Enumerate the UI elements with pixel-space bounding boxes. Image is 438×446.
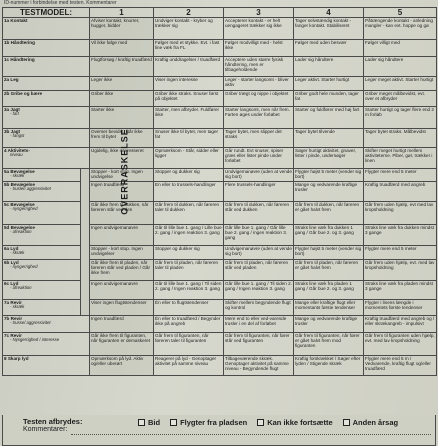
test-name-1c: 1c Håndtering: [3, 57, 90, 77]
header-testmodel: TESTMODEL:: [3, 8, 90, 18]
table-row: [3, 107, 437, 129]
score-cell-1c-4[interactable]: Lader sig håndtere: [294, 57, 364, 77]
score-cell-5a-2[interactable]: Stopper og dukker sig: [154, 169, 224, 182]
header-score-5: 5: [364, 8, 437, 18]
header-score-1: 1: [90, 8, 154, 18]
score-cell-3b-5[interactable]: Tager bytet straks. Målbevidst: [364, 129, 437, 148]
score-cell-3b-4[interactable]: Tager bytet tilvende: [294, 129, 364, 148]
score-cell-3a-4[interactable]: Starter og fuldfører med høj fart: [294, 107, 364, 129]
test-name-4: 4 Aktivitets- niveau: [3, 148, 90, 169]
score-cell-1c-1[interactable]: Flugtforsøg / kraftig truadfærd: [90, 57, 154, 77]
score-cell-6c-2[interactable]: Går til lille bue 1. gang / Til siden 2. gang / Ingen reaktion 3. gang: [154, 281, 224, 300]
header-score-3: 3: [224, 8, 294, 18]
score-cell-6b-4[interactable]: Går frem til pladen, når føreren er gået halvt frem: [294, 260, 364, 281]
score-cell-5b-5[interactable]: Kraftig truadfærd med angreb: [364, 182, 437, 202]
score-cell-5b-2[interactable]: En eller to trussels-handlinger: [154, 182, 224, 202]
score-cell-5c-3[interactable]: Går frem til dukken, når føreren står ved dukken: [224, 202, 294, 225]
score-cell-8-3[interactable]: Tilbageværende skræk. Genoptager aktivitet på samme niveau - Begyndende flugt: [224, 356, 294, 376]
score-cell-7a-3[interactable]: Skifter mellem begyndende flugt og kontrol: [224, 300, 294, 316]
score-cell-2a-1[interactable]: Leger ikke: [90, 77, 154, 91]
score-cell-1b-2[interactable]: Følger med et stykke. Evt. i fast line væk fra FL: [154, 40, 224, 57]
table-row: [3, 182, 437, 202]
score-cell-5c-1[interactable]: Går ikke frem til dukken, når føreren står ved den: [90, 202, 154, 225]
test-name-6c: 6c Lyd - afreaktion: [3, 281, 81, 300]
checkbox-icon[interactable]: [343, 419, 350, 426]
score-cell-2b-2[interactable]: Griber ikke straks. Snuser først på objektet: [154, 91, 224, 107]
score-cell-1b-5[interactable]: Følger villigt med: [364, 40, 437, 57]
table-row: [3, 225, 437, 246]
score-cell-1a-4[interactable]: Tager selvstændig kontakt - fanger kontakt. Stabiliseret: [294, 18, 364, 40]
abort-options: [138, 418, 398, 427]
score-cell-1c-5[interactable]: Lader sig håndtere: [364, 57, 437, 77]
score-cell-8-4[interactable]: Kraftig forskrækket / Søger efter lyden / Stigende skræk: [294, 356, 364, 376]
score-cell-6c-3[interactable]: Går lille bue 1. gang / Til siden 2. gang / Ingen reaktion 3. gang: [224, 281, 294, 300]
score-cell-7a-5[interactable]: Flygter i linens længde i momentets første tendenser: [364, 300, 437, 316]
score-cell-4-1[interactable]: Ugidelig, ikke interesseret: [90, 148, 154, 169]
table-row: [3, 281, 437, 300]
abort-option-other[interactable]: Anden årsag: [343, 418, 398, 427]
score-cell-3a-1[interactable]: Starter ikke: [90, 107, 154, 129]
score-cell-4-5[interactable]: Skifter meget hurtigt mellem aktiviteterne. Piber, gør, trækker i linen: [364, 148, 437, 169]
header-score-2: 2: [154, 8, 224, 18]
table-body: [3, 18, 437, 376]
score-cell-6c-1[interactable]: Ingen undvigemanøvre: [90, 281, 154, 300]
table-row: [3, 260, 437, 281]
score-cell-8-5[interactable]: Flygter mere end 5 m / Vedvarende, kraftig flugt og/eller truadfærd: [364, 356, 437, 376]
score-cell-7b-4[interactable]: Mange og vedvarende kraftige trusler: [294, 316, 364, 333]
score-cell-6a-4[interactable]: Flygter højst 5 meter (vender sig bort): [294, 246, 364, 260]
score-cell-6b-5[interactable]: Går frem uden hjælp, evt. med lav kropsholdning: [364, 260, 437, 281]
test-name-1b: 1b Håndtering: [3, 40, 90, 57]
score-cell-1c-2[interactable]: Kraftig unddragelser / truadfærd: [154, 57, 224, 77]
score-cell-5a-3[interactable]: Undvigemanøvre (uden at vende sig bort): [224, 169, 294, 182]
table-row: [3, 40, 437, 57]
score-cell-6a-1[interactable]: Stopper - kort stop. Ingen undvigelser: [90, 246, 154, 260]
score-cell-5b-3[interactable]: Flere trussels-handlinger: [224, 182, 294, 202]
abort-option-bid[interactable]: Bid: [138, 418, 160, 427]
score-cell-2a-5[interactable]: Leger meget aktivt. Starter hurtigt: [364, 77, 437, 91]
score-cell-5c-5[interactable]: Går frem uden hjælp, evt med lav kropsholdning: [364, 202, 437, 225]
test-name-3a: 3a Jagt - fart: [3, 107, 90, 129]
score-cell-4-3[interactable]: Går rundt. Evt snuser, spiser græs eller lister pinde under forløbet: [224, 148, 294, 169]
table-row: [3, 316, 437, 333]
score-cell-5d-4[interactable]: Straks line væk fra dukken 1 gang / Går bue 2. og 3. gang: [294, 225, 364, 246]
score-cell-1b-4[interactable]: Følger med uden besvær: [294, 40, 364, 57]
table-row: [3, 18, 437, 40]
score-cell-1b-1[interactable]: Vil ikke følge med: [90, 40, 154, 57]
table-row: [3, 77, 437, 91]
score-cell-2b-3[interactable]: Griber trægt og nippe i objektet: [224, 91, 294, 107]
test-name-5d: 5d Bevægelse - afreaktion: [3, 225, 81, 246]
score-cell-5c-4[interactable]: Går frem til dukken, når føreren er gået halvt frem: [294, 202, 364, 225]
score-cell-5b-1[interactable]: Ingen truadfærd: [90, 182, 154, 202]
table-row: [3, 333, 437, 356]
checkbox-icon[interactable]: [138, 419, 145, 426]
test-name-3b: 3b Jagt - fangst: [3, 129, 90, 148]
score-cell-7a-2[interactable]: Én eller to flugtstendenser: [154, 300, 224, 316]
score-cell-3a-2[interactable]: Starter, men afbryder. Fuldfører ikke: [154, 107, 224, 129]
table-header-row: [3, 8, 437, 18]
score-cell-1a-2[interactable]: Undviger kontakt - kryber og trækker sig: [154, 18, 224, 40]
abort-title: Testen afbrydes:: [23, 417, 83, 426]
score-cell-2b-1[interactable]: Griber ikke: [90, 91, 154, 107]
score-cell-6b-2[interactable]: Går frem til pladen, når føreren taler til pladen: [154, 260, 224, 281]
score-cell-3a-5[interactable]: Starter hurtigt og tager flere end 2 m forløb: [364, 107, 437, 129]
score-cell-2a-3[interactable]: Leger - starter langsomt - bliver aktiv: [224, 77, 294, 91]
score-cell-5d-1[interactable]: Ingen undvigemanøvre: [90, 225, 154, 246]
test-name-7c: 7c Revir - Nysgerrighed / interesse: [3, 333, 90, 356]
table-row: [3, 57, 437, 77]
score-cell-5d-3[interactable]: Går lille bue 1. gang / Går lille bue 2. gang / ingen reaktion 3. gang: [224, 225, 294, 246]
score-cell-1c-3[interactable]: Acceptere uden større fysisk håndtering, men er tilbageholdende: [224, 57, 294, 77]
table-row: [3, 91, 437, 107]
test-name-2b: 2b Gribe og bære: [3, 91, 90, 107]
test-name-1a: 1a Kontakt: [3, 18, 90, 40]
score-cell-2b-5[interactable]: Griber meget målbevidst, evt. over et afbryder: [364, 91, 437, 107]
intro-text: ID-nummer i forbindelse med testen. Kommentarer: [4, 0, 117, 6]
test-name-5c: 5c Bevægelse - nysgerrighed: [3, 202, 81, 225]
score-cell-5d-2[interactable]: Går til lille bue 1. gang / Lille bue 2. gang / ingen reaktion 3. gang: [154, 225, 224, 246]
checkbox-icon[interactable]: [257, 419, 264, 426]
score-cell-4-4[interactable]: Søger hurtigt aktivitet, gnaver, lister i pinde, undersøger: [294, 148, 364, 169]
table-row: [3, 356, 437, 376]
header-score-4: 4: [294, 8, 364, 18]
table-row: [3, 300, 437, 316]
comments-line[interactable]: [71, 434, 431, 435]
surprise-side-label: OVERRASKELSE: [81, 169, 90, 316]
score-cell-1a-3[interactable]: Accepterer kontakt - er helt uengageret trækker sig ikke: [224, 18, 294, 40]
score-cell-7c-3[interactable]: Går frem til figuranten, når fører står ved figuranten: [224, 333, 294, 356]
test-name-6b: 6b Lyd - nysgerrighed: [3, 260, 81, 281]
score-cell-5b-4[interactable]: Mange og vedvarende kraftige trusler: [294, 182, 364, 202]
score-cell-6c-5[interactable]: Straks line væk fra pladen mindst 3 gange: [364, 281, 437, 300]
score-cell-6c-4[interactable]: Straks line væk fra pladen 1 gang / Går bue 2. og 3. gang: [294, 281, 364, 300]
score-cell-8-2[interactable]: Reagerer på lyd - Genoptager aktivitet på samme niveau: [154, 356, 224, 376]
score-cell-7c-5[interactable]: Går frem til figuranten uden hjælp, evt. med lav kropsholdning: [364, 333, 437, 356]
score-cell-1a-1[interactable]: Afviser kontakt, knurrer, hugger, bidder: [90, 18, 154, 40]
score-cell-2a-2[interactable]: Viser ingen interesse: [154, 77, 224, 91]
comments-label: Kommentarer:: [23, 426, 68, 433]
score-cell-7b-5[interactable]: Kraftig truadfærd med angreb og / eller skrækangreb - impulsivt: [364, 316, 437, 333]
score-cell-3b-1[interactable]: Overser bevidst. Når ikke frem til bytet: [90, 129, 154, 148]
score-cell-5a-4[interactable]: Flygter højst 5 meter (vender sig bort): [294, 169, 364, 182]
test-name-7b: 7b Revir - trussel aggressivitet: [3, 316, 90, 333]
test-name-5a: 5a Bevægelse - skræk: [3, 169, 81, 182]
score-cell-7b-3[interactable]: Mere end to eller ved-varende trusler i en del af forløbet: [224, 316, 294, 333]
test-name-8: 8 Skarp lyd: [3, 356, 90, 376]
score-cell-7b-2[interactable]: Én eller to truadfærd / Begynder ikke på angreb: [154, 316, 224, 333]
table-row: [3, 246, 437, 260]
score-cell-3b-3[interactable]: Tager bytet, men slipper det straks: [224, 129, 294, 148]
score-cell-1a-5[interactable]: Påtrængende kontakt - anledning mangler - kan evt. hoppe og gø: [364, 18, 437, 40]
score-cell-2a-4[interactable]: Leger aktivt. Starter hurtigt: [294, 77, 364, 91]
score-cell-8-1[interactable]: Opmærksom på lyd. Aktiv og/eller uberørt: [90, 356, 154, 376]
score-cell-1b-3[interactable]: Følger modvilligt med - helst ikke: [224, 40, 294, 57]
score-cell-6a-2[interactable]: Stopper og dukker sig: [154, 246, 224, 260]
score-cell-7c-4[interactable]: Går frem til figuranten, når fører er gået halvt frem mod figuranten: [294, 333, 364, 356]
scoring-table: [2, 7, 437, 376]
score-cell-7b-1[interactable]: Ingen truadfærd: [90, 316, 154, 333]
score-cell-6a-3[interactable]: Undvigemanøvre (uden at vende sig bort): [224, 246, 294, 260]
score-cell-6b-3[interactable]: Går frem til pladen, når føreren står ved pladen: [224, 260, 294, 281]
table-row: [3, 129, 437, 148]
score-cell-7c-2[interactable]: Går frem til figuranten, når føreren taler til figuranten: [154, 333, 224, 356]
footer: [2, 415, 436, 446]
score-cell-6b-1[interactable]: Går ikke frem til pladen, når føreren står ved pladen / Går ikke frem: [90, 260, 154, 281]
score-cell-5a-1[interactable]: Stopper - kort stop. Ingen undvigelse: [90, 169, 154, 182]
abort-option-flees[interactable]: Flygter fra pladsen: [170, 418, 247, 427]
table-row: [3, 148, 437, 169]
score-cell-5a-5[interactable]: Flygter mere end 5 meter: [364, 169, 437, 182]
test-name-6a: 6a Lyd - skræk: [3, 246, 81, 260]
table-row: [3, 169, 437, 182]
score-cell-2b-4[interactable]: Griber godt hele munden, tager fat: [294, 91, 364, 107]
score-cell-7c-1[interactable]: Går ikke frem til figuranten, når figuranten er demaskeret: [90, 333, 154, 356]
score-cell-4-2[interactable]: Opmærksom - Står, sidder eller ligger: [154, 148, 224, 169]
score-cell-6a-5[interactable]: Flygter mere end 5 meter: [364, 246, 437, 260]
score-cell-3a-3[interactable]: Starter langsomt, men når frem. Farten øges under forløbet: [224, 107, 294, 129]
score-cell-5d-5[interactable]: Straks line væk fra dukken mindst 3 gange: [364, 225, 437, 246]
test-name-2a: 2a Leg: [3, 77, 90, 91]
abort-option-cannot-continue[interactable]: Kan ikke fortsætte: [257, 418, 332, 427]
score-cell-3b-2[interactable]: Snuser ikke til bytet, men tager fat: [154, 129, 224, 148]
score-cell-7a-1[interactable]: Viser ingen flugtstendenser: [90, 300, 154, 316]
test-name-7a: 7a Revir - skræk: [3, 300, 81, 316]
test-name-5b: 5b Bevægelse - truslen aggressivitet: [3, 182, 81, 202]
table-row: [3, 202, 437, 225]
score-cell-7a-4[interactable]: Mange eller kraftige flugt eller momentants første tendenser: [294, 300, 364, 316]
checkbox-icon[interactable]: [170, 419, 177, 426]
score-cell-5c-2[interactable]: Går frem til dukken, når føreren taler til dukken: [154, 202, 224, 225]
